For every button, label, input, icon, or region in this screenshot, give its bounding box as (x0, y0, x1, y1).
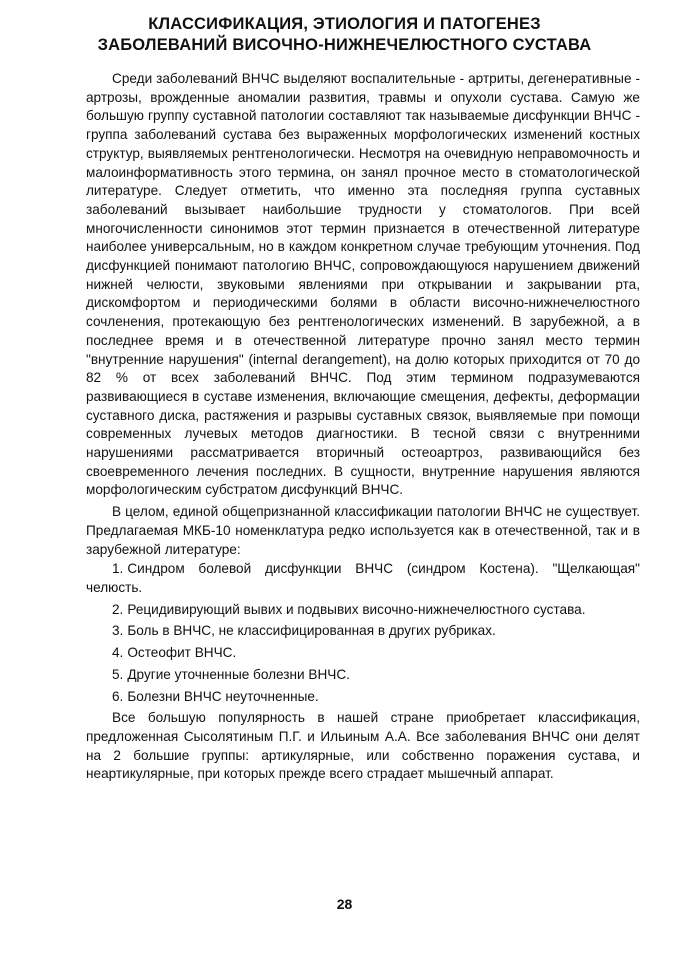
body-text (86, 70, 640, 784)
paragraph-intro: Среди заболеваний ВНЧС выделяют воспалительные - артриты, дегенеративные - артрозы, врожденные аномалии развития, травмы и опухоли сустава. Самую же большую группу суставной патологии составляют так называемые дисфункции ВНЧС - группа заболеваний сустава без выраженных морфологических изменений костных структур, выявляемых рентгенологически. Несмотря на очевидную неправомочность и малоинформативность этого термина, он занял прочное место в стоматологической литературе. Следует отметить, что именно эта последняя группа суставных заболеваний вызывает наибольшие трудности у стоматологов. При всей многочисленности синонимов этот термин признается в отечественной литературе наиболее универсальным, но в каждом конкретном случае требующим уточнения. Под дисфункцией понимают патологию ВНЧС, сопровождающуюся нарушением движений нижней челюсти, звуковыми явлениями при открывании и закрывании рта, дискомфортом и периодическими болями в области височно-нижнечелюстного сочленения, протекающую без рентгенологических изменений. В зарубежной, а в последнее время и в отечественной литературе прочно занял место термин "внутренние нарушения" (internal derangement), на долю которых приходится от 70 до 82 % от всех заболеваний ВНЧС. Под этим термином подразумеваются развивающиеся в суставе изменения, включающие смещения, дефекты, деформации суставного диска, растяжения и разрывы суставных связок, выявляемые при помощи современных лучевых методов диагностики. В тесной связи с внутренними нарушениями рассматривается вторичный остеоартроз, развивающийся без своевременного лечения последних. В сущности, внутренние нарушения являются морфологическим субстратом дисфункций ВНЧС. (86, 71, 640, 498)
page-number: 28 (336, 896, 353, 912)
list-item: 5. Другие уточненные болезни ВНЧС. (112, 666, 350, 682)
list-item: 6. Болезни ВНЧС неуточненные. (112, 688, 319, 704)
title-line-1: КЛАССИФИКАЦИЯ, ЭТИОЛОГИЯ И ПАТОГЕНЕЗ (148, 15, 541, 33)
list-item: 2. Рецидивирующий вывих и подвывих височно-нижнечелюстного сустава. (112, 601, 586, 617)
icd10-list (86, 560, 640, 706)
list-item: 4. Остеофит ВНЧС. (112, 645, 237, 661)
page-title (40, 14, 649, 56)
list-item: 1. Синдром болевой дисфункции ВНЧС (синдром Костена). "Щелкающая" челюсть. (86, 561, 640, 595)
list-item: 3. Боль в ВНЧС, не классифицированная в других рубриках. (112, 623, 496, 639)
paragraph-classification: В целом, единой общепризнанной классификации патологии ВНЧС не существует. Предлагаемая МКБ-10 номенклатура редко используется как в отечественной, так и в зарубежной литературе: (86, 504, 640, 557)
title-line-2: ЗАБОЛЕВАНИЙ ВИСОЧНО-НИЖНЕЧЕЛЮСТНОГО СУСТАВА (97, 36, 592, 54)
paragraph-closing: Все большую популярность в нашей стране приобретает классификация, предложенная Сысолятиным П.Г. и Ильиным А.А. Все заболевания ВНЧС они делят на 2 большие группы: артикулярные, или собственно поражения сустава, и неартикулярные, при которых прежде всего страдает мышечный аппарат. (86, 710, 640, 782)
